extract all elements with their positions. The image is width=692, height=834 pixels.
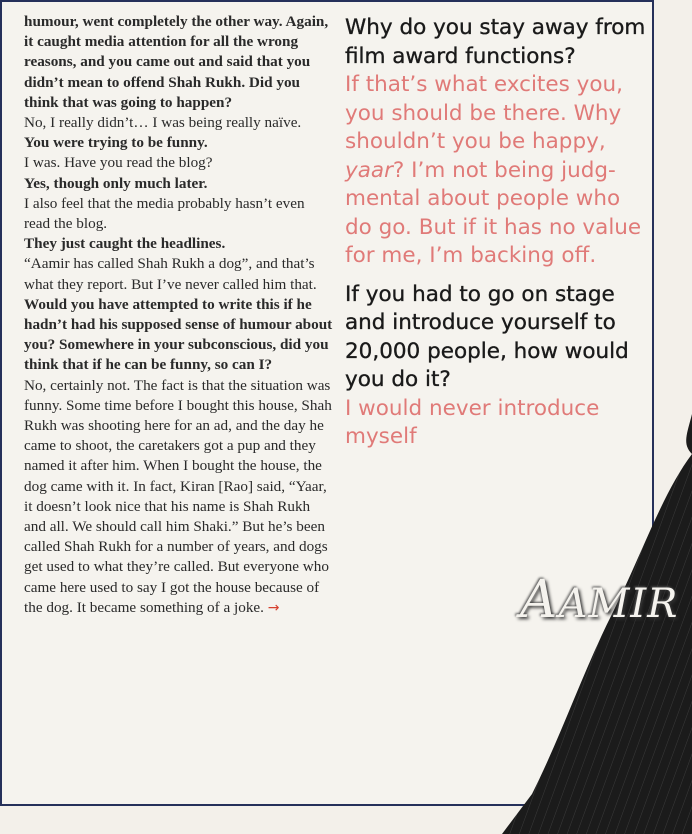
answer-text: ? I’m not being judg-mental about people who do go. But if it has no value for me, I’m backing off. (345, 157, 642, 268)
right-column (345, 14, 650, 462)
question-paragraph: Would you have attempted to write this if he hadn’t had his supposed sense of humour about you? Somewhere in your subconscious, did you think that if he can be funny, so can I? (24, 295, 333, 374)
answer-paragraph (24, 376, 334, 618)
question-paragraph: You were trying to be funny. (24, 134, 208, 152)
question-paragraph: They just caught the headlines. (24, 235, 226, 253)
continue-arrow-icon: → (267, 599, 280, 616)
answer-italic-word: yaar (345, 157, 393, 183)
question-heading: If you had to go on stage and introduce yourself to 20,000 people, how would you do it? (345, 281, 629, 392)
answer-text: If that’s what excites you, you should be there. Why shouldn’t you be happy, (345, 72, 623, 154)
answer-paragraph: I also feel that the media probably hasn’t even read the blog. (24, 194, 305, 233)
answer-highlight (345, 71, 650, 271)
question-paragraph: Yes, though only much later. (24, 174, 208, 192)
answer-text: No, certainly not. The fact is that the situation was funny. Some time before I bought this house, Shah Rukh was shooting here for an ad, and the day he came to shoot, the caretakers got a pup and they named it after him. When I bought the house, the dog came with it. In fact, Kiran [Rao] said, “Yaar, it doesn’t look nice that his name is Shah Rukh and all. We should call him Shaki.” But he’s been called Shah Rukh for a number of years, and dogs get used to what they’re called. But everyone who came here used to say I got the house because of the dog. It became something of a joke. (24, 376, 332, 616)
answer-paragraph: “Aamir has called Shah Rukh a dog”, and that’s what they report. But I’ve never called him that. (24, 255, 317, 293)
question-paragraph: humour, went completely the other way. Again, it caught media attention for all the wrong reasons, and you came out and said that you didn’t mean to offend Shah Rukh. Did you think that was going to happen? (24, 13, 329, 111)
left-column (24, 12, 334, 618)
name-logo (520, 570, 678, 630)
answer-paragraph: I was. Have you read the blog? (24, 154, 213, 172)
question-heading: Why do you stay away from film award functions? (345, 15, 646, 69)
answer-highlight: I would never introduce myself (345, 395, 600, 449)
logo-initial: A (520, 570, 559, 630)
answer-paragraph: No, I really didn’t… I was being really naïve. (24, 114, 302, 132)
logo-rest: AMIR (558, 581, 679, 627)
